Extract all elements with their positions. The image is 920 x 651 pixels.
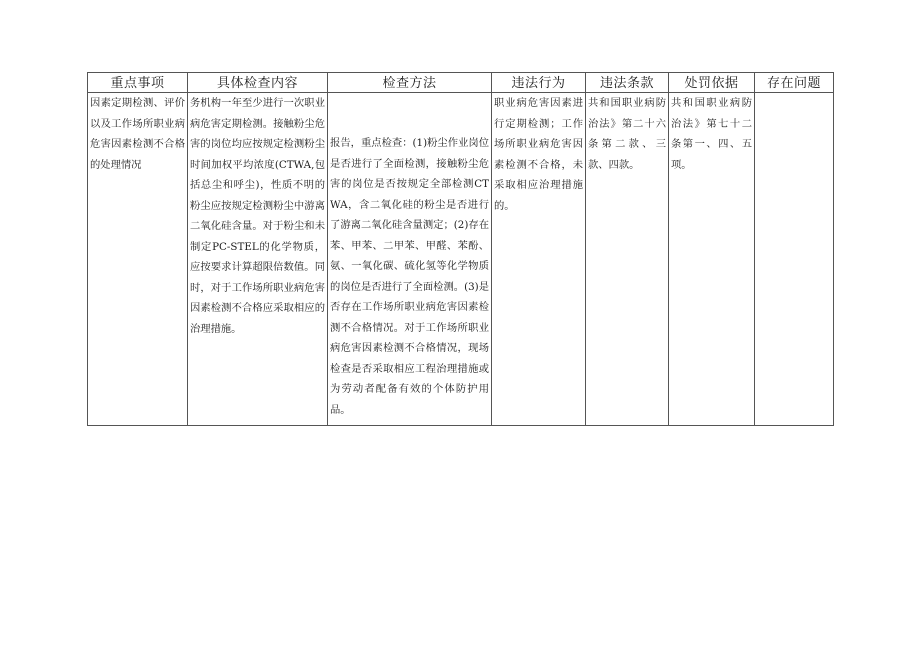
- penalty-basis-text: 共和国职业病防治法》第七十二条第一、四、五项。: [671, 97, 752, 171]
- cell-violation-clause: [586, 93, 669, 426]
- cell-violation: [492, 93, 586, 426]
- check-method-text: 报告，重点检查：(1)粉尘作业岗位是否进行了全面检测，接触粉尘危害的岗位是否按规定全部检测CTWA，含二氧化硅的粉尘是否进行了游离二氧化硅含量测定；(2)存在苯、甲苯、二甲苯、甲醛、苯酚、氨、一氧化碳、硫化氢等化学物质的岗位是否进行了全面检测。(3)是否存在工作场所职业病危害因素检测不合格情况。对于工作场所职业病危害因素检测不合格情况，现场检查是否采取相应工程治理措施或为劳动者配备有效的个体防护用品。: [330, 137, 489, 416]
- violation-clause-text: 共和国职业病防治法》第二十六条第二款、三款、四款。: [588, 97, 666, 171]
- header-check-method: 检查方法: [328, 73, 492, 93]
- header-key-item: 重点事项: [88, 73, 188, 93]
- cell-check-content: [188, 93, 328, 426]
- cell-key-item: [88, 93, 188, 426]
- cell-existing-issue: [755, 93, 834, 426]
- key-item-text: 因素定期检测、评价以及工作场所职业病危害因素检测不合格的处理情况: [90, 97, 185, 171]
- header-check-content: 具体检查内容: [188, 73, 328, 93]
- inspection-table: [87, 72, 834, 426]
- header-existing-issue: 存在问题: [755, 73, 834, 93]
- header-violation: 违法行为: [492, 73, 586, 93]
- cell-penalty-basis: [669, 93, 755, 426]
- cell-check-method: [328, 93, 492, 426]
- check-content-text: 务机构一年至少进行一次职业病危害定期检测。接触粉尘危害的岗位均应按规定检测粉尘时间加权平均浓度(CTWA,包括总尘和呼尘)，性质不明的粉尘应按规定检测粉尘中游离二氧化硅含量。对于粉尘和未制定PC-STEL的化学物质，应按要求计算超限倍数值。同时，对于工作场所职业病危害因素检测不合格应采取相应的治理措施。: [190, 97, 325, 335]
- table-row: [88, 93, 834, 426]
- header-violation-clause: 违法条款: [586, 73, 669, 93]
- violation-text: 职业病危害因素进行定期检测；工作场所职业病危害因素检测不合格，未采取相应治理措施的。: [494, 97, 583, 212]
- table-header-row: [88, 73, 834, 93]
- header-penalty-basis: 处罚依据: [669, 73, 755, 93]
